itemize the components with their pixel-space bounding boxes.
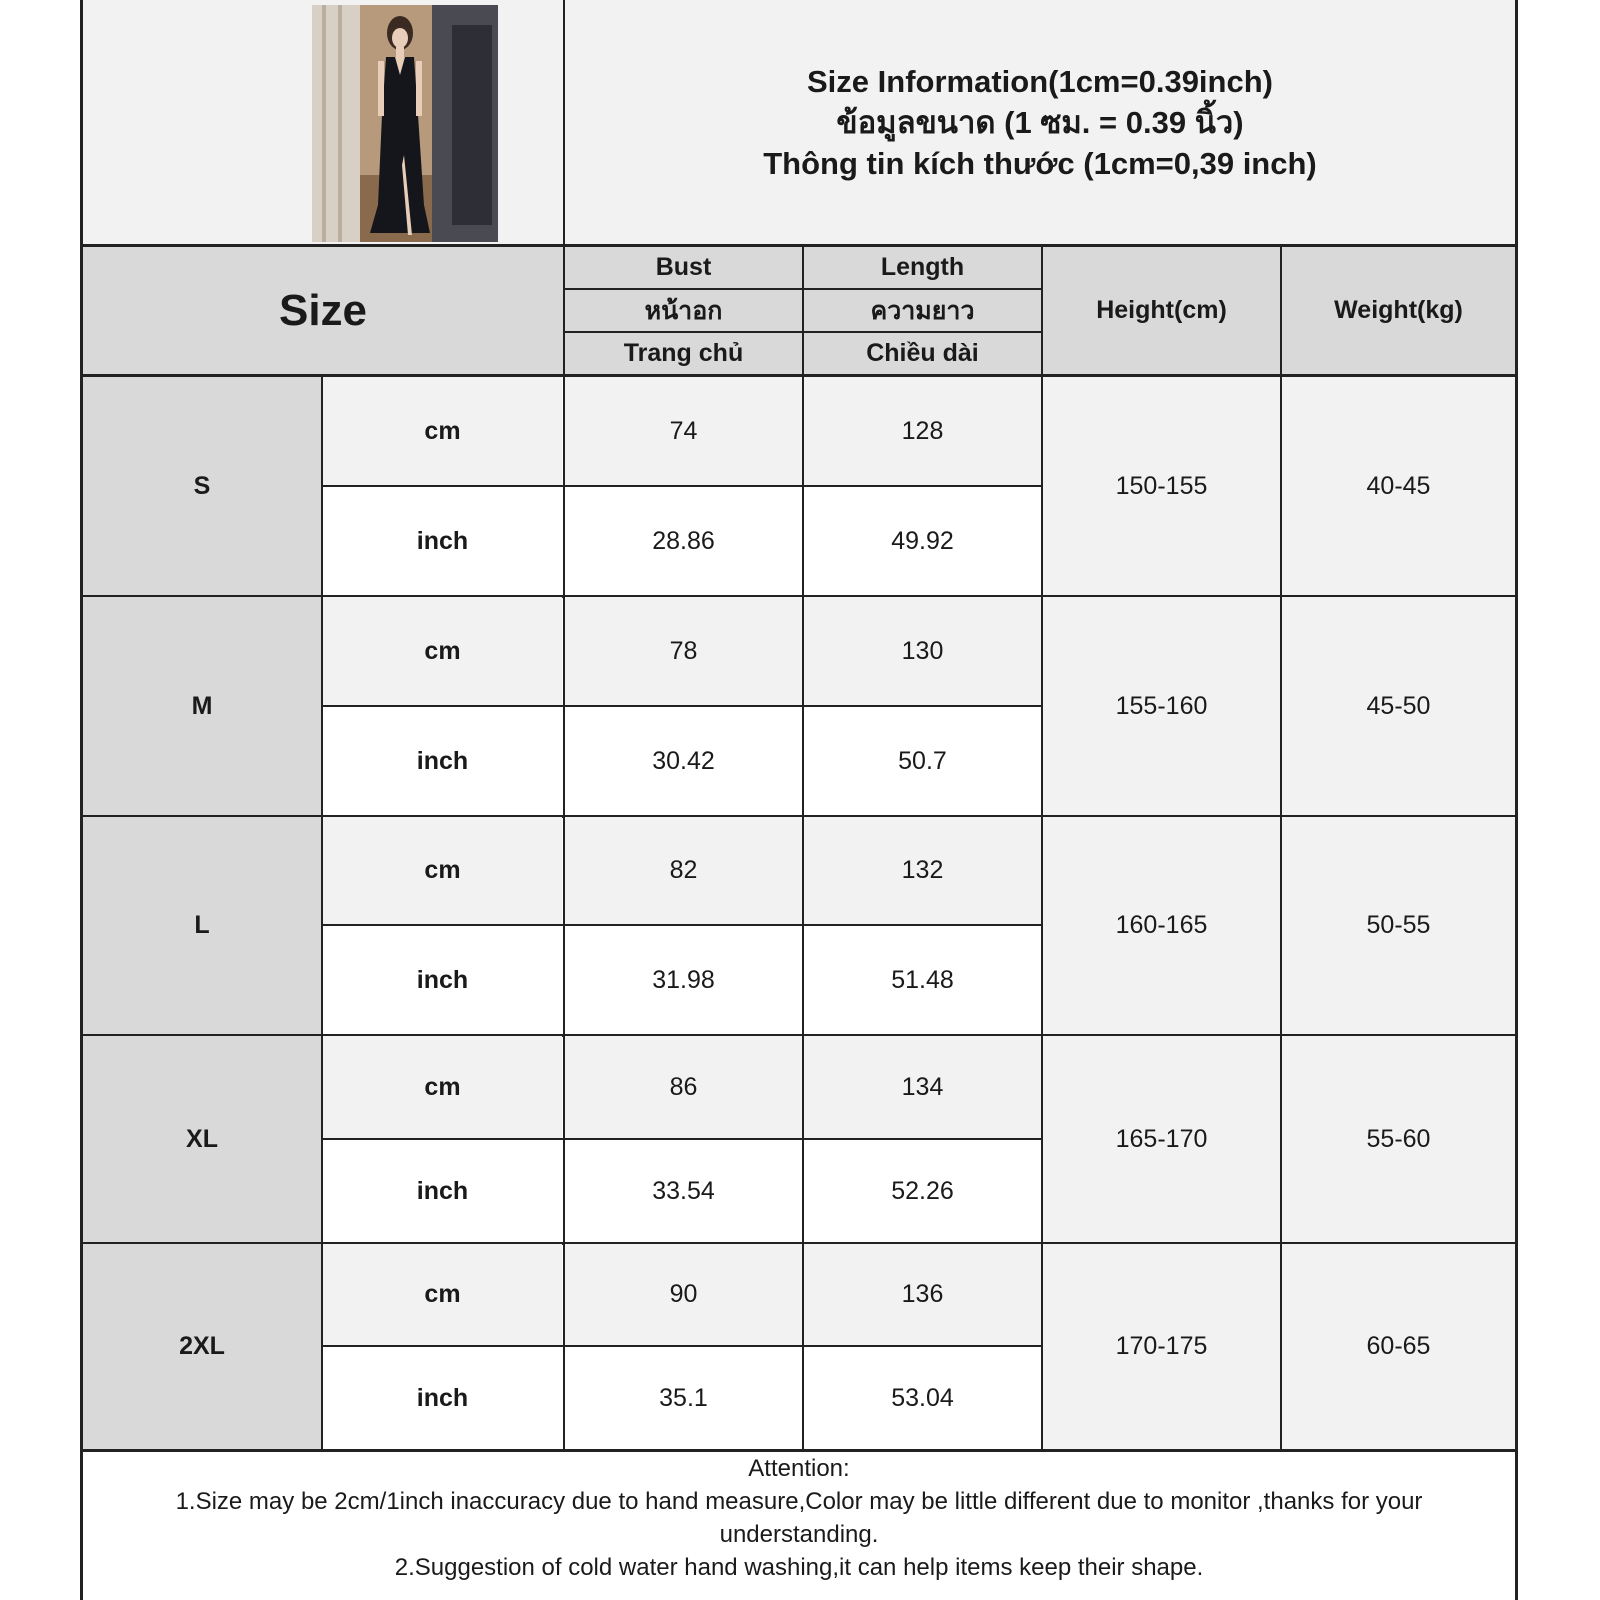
title-line-th: ข้อมูลขนาด (1 ซม. = 0.39 นิ้ว) [836, 105, 1244, 140]
length-cm-value: 136 [804, 1244, 1041, 1345]
weight-value: 55-60 [1282, 1036, 1515, 1242]
length-cm-value: 134 [804, 1036, 1041, 1138]
length-cm-value: 130 [804, 597, 1041, 705]
bust-inch-value: 30.42 [565, 707, 802, 815]
unit-cm-label: cm [323, 1244, 562, 1345]
size-label: S [83, 377, 321, 595]
bust-header-th: หน้าอก [565, 290, 802, 331]
bust-cm-value: 82 [565, 817, 802, 924]
unit-inch-label: inch [323, 1140, 562, 1242]
title-line-vi: Thông tin kích thước (1cm=0,39 inch) [763, 146, 1317, 181]
bust-inch-value: 35.1 [565, 1347, 802, 1449]
length-inch-value: 50.7 [804, 707, 1041, 815]
attention-line-2: 2.Suggestion of cold water hand washing,it can help items keep their shape. [394, 1554, 1204, 1581]
attention-line-1: 1.Size may be 2cm/1inch inaccuracy due to hand measure,Color may be little different due to monitor ,thanks for your understanding. [175, 1488, 1423, 1548]
weight-value: 40-45 [1282, 377, 1515, 595]
weight-value: 50-55 [1282, 817, 1515, 1034]
unit-inch-label: inch [323, 926, 562, 1034]
bust-cm-value: 86 [565, 1036, 802, 1138]
size-label: XL [83, 1036, 321, 1242]
length-inch-value: 51.48 [804, 926, 1041, 1034]
bust-header-en: Bust [565, 247, 802, 288]
height-value: 170-175 [1043, 1244, 1280, 1449]
height-value: 155-160 [1043, 597, 1280, 815]
bust-cm-value: 78 [565, 597, 802, 705]
height-header: Height(cm) [1043, 247, 1280, 374]
length-cm-value: 132 [804, 817, 1041, 924]
unit-cm-label: cm [323, 377, 562, 485]
bust-inch-value: 28.86 [565, 487, 802, 595]
weight-header: Weight(kg) [1282, 247, 1515, 374]
size-label: M [83, 597, 321, 815]
size-label: L [83, 817, 321, 1034]
height-value: 160-165 [1043, 817, 1280, 1034]
bust-cm-value: 74 [565, 377, 802, 485]
length-header-vi: Chiều dài [804, 333, 1041, 374]
title-line-en: Size Information(1cm=0.39inch) [807, 64, 1273, 99]
weight-value: 45-50 [1282, 597, 1515, 815]
unit-cm-label: cm [323, 597, 562, 705]
size-chart [80, 0, 1518, 1600]
unit-inch-label: inch [323, 1347, 562, 1449]
length-cm-value: 128 [804, 377, 1041, 485]
length-header-en: Length [804, 247, 1041, 288]
product-photo [312, 5, 498, 242]
title-block [565, 0, 1515, 245]
size-label: 2XL [83, 1244, 321, 1449]
length-inch-value: 49.92 [804, 487, 1041, 595]
attention-heading: Attention: [748, 1455, 850, 1482]
bust-inch-value: 33.54 [565, 1140, 802, 1242]
height-value: 150-155 [1043, 377, 1280, 595]
height-value: 165-170 [1043, 1036, 1280, 1242]
weight-value: 60-65 [1282, 1244, 1515, 1449]
attention-notes [93, 1452, 1505, 1600]
length-inch-value: 53.04 [804, 1347, 1041, 1449]
bust-header-vi: Trang chủ [565, 333, 802, 374]
bust-cm-value: 90 [565, 1244, 802, 1345]
bust-inch-value: 31.98 [565, 926, 802, 1034]
unit-inch-label: inch [323, 487, 562, 595]
unit-cm-label: cm [323, 1036, 562, 1138]
unit-cm-label: cm [323, 817, 562, 924]
length-header-th: ความยาว [804, 290, 1041, 331]
size-header: Size [83, 247, 563, 374]
unit-inch-label: inch [323, 707, 562, 815]
length-inch-value: 52.26 [804, 1140, 1041, 1242]
